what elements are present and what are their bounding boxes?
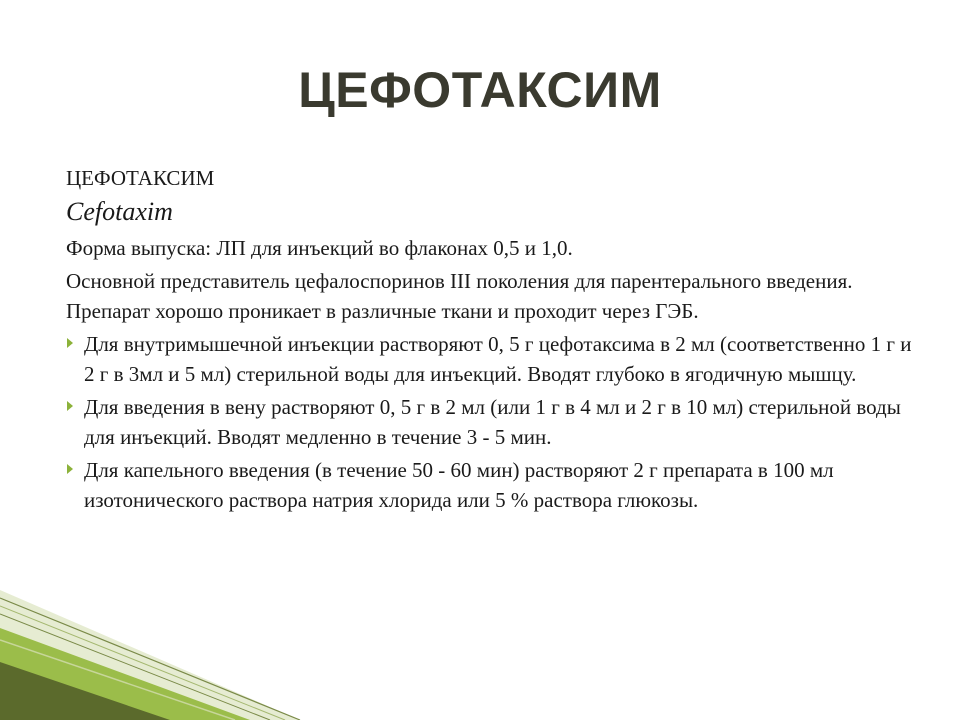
release-form: Форма выпуска: ЛП для инъекций во флаконах 0,5 и 1,0.	[66, 236, 573, 260]
latin-name: Cefotaxim	[66, 197, 173, 226]
drug-heading: ЦЕФОТАКСИМ	[66, 166, 215, 190]
content-body	[66, 163, 916, 518]
bullet-list	[66, 329, 916, 515]
bullet-text: Для внутримышечной инъекции растворяют 0, 5 г цефотаксима в 2 мл (соответственно 1 г и 2 г в 3мл и 5 мл) стерильной воды для инъекций. Вводят глубоко в ягодичную мышцу.	[84, 332, 912, 386]
bullet-text: Для введения в вену растворяют 0, 5 г в 2 мл (или 1 г в 4 мл и 2 г в 10 мл) стерильной воды для инъекций. Вводят медленно в течение 3 - 5 мин.	[84, 395, 901, 449]
bullet-item-drip	[66, 455, 916, 515]
triangle-bullet-icon	[67, 338, 73, 348]
bullet-text: Для капельного введения (в течение 50 - 60 мин) растворяют 2 г препарата в 100 мл изотонического раствора натрия хлорида или 5 % раствора глюкозы.	[84, 458, 834, 512]
bullet-item-im	[66, 329, 916, 389]
triangle-bullet-icon	[67, 464, 73, 474]
bullet-item-iv	[66, 392, 916, 452]
description: Основной представитель цефалоспоринов III поколения для парентерального введения. Препарат хорошо проникает в различные ткани и проходит через ГЭБ.	[66, 269, 853, 323]
slide-title: ЦЕФОТАКСИМ	[298, 62, 662, 118]
triangle-bullet-icon	[67, 401, 73, 411]
